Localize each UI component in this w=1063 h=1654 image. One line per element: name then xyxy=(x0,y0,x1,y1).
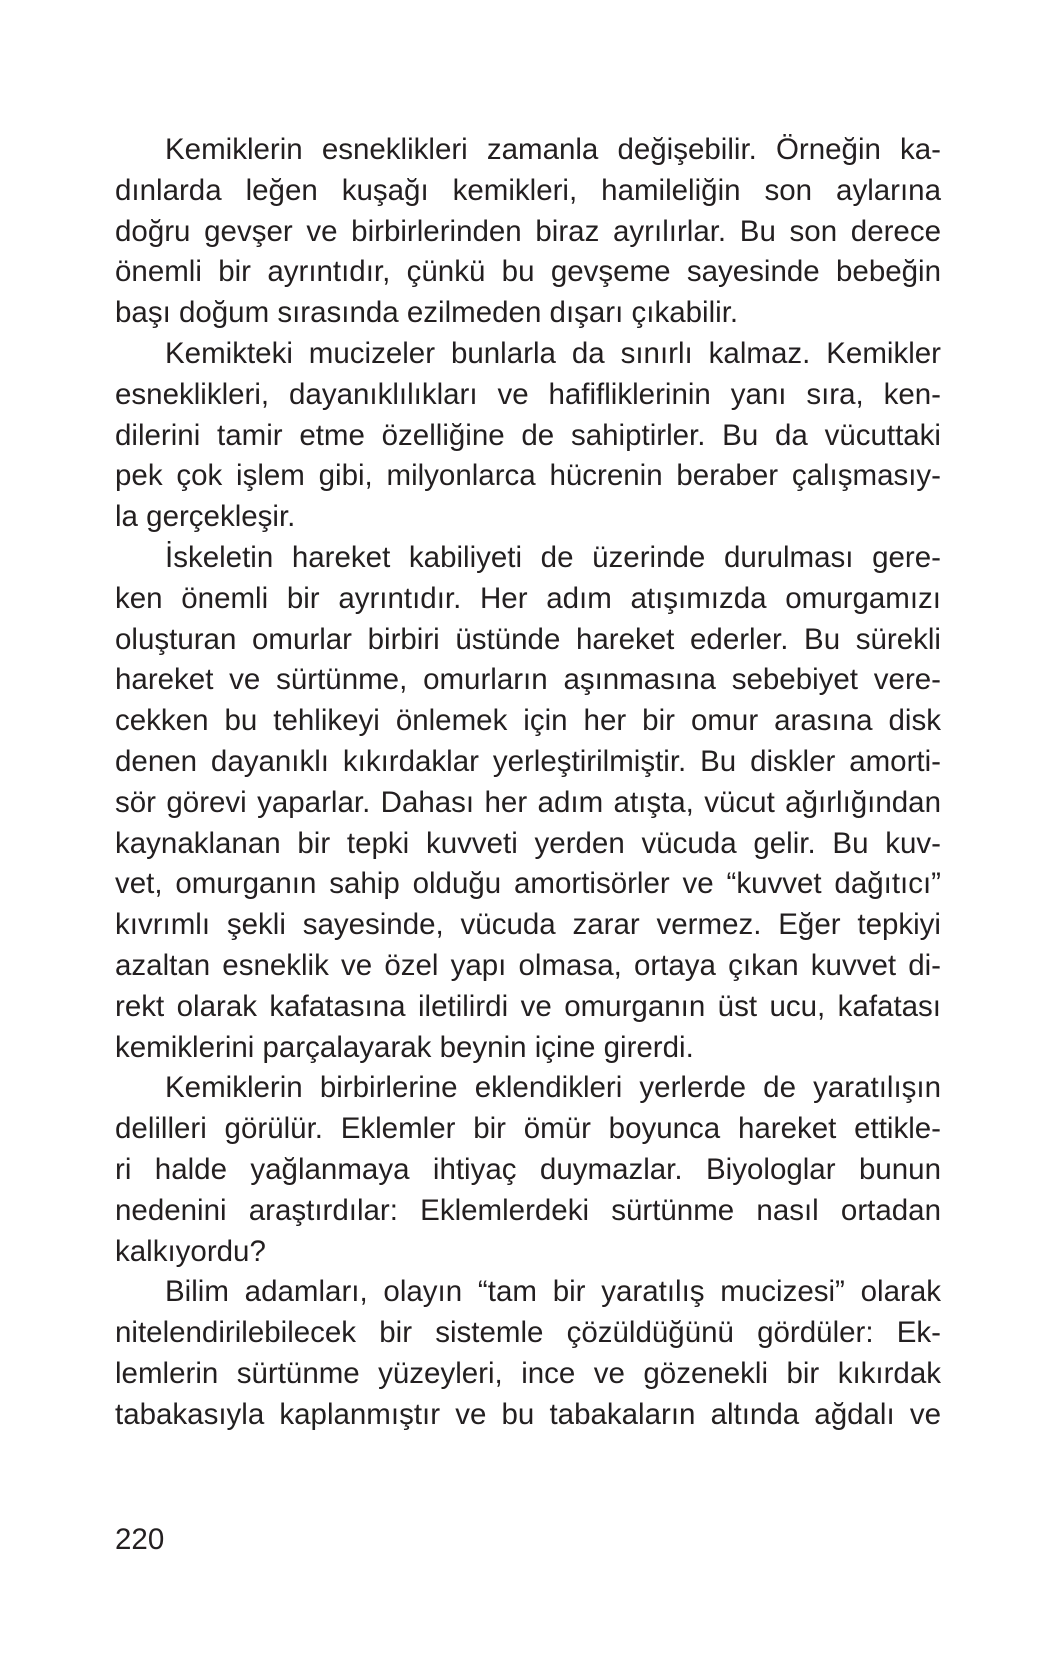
text-line: kalkıyordu? xyxy=(115,1234,266,1268)
text-line: vet, omurganın sahip olduğu amortisörler ve “kuvvet dağıtıcı” xyxy=(115,867,941,901)
text-line: nitelendirilebilecek bir sistemle çözüldüğünü gördüler: Ek- xyxy=(115,1316,941,1350)
text-line: kaynaklanan bir tepki kuvveti yerden vücuda gelir. Bu kuv- xyxy=(115,826,941,860)
text-line: önemli bir ayrıntıdır, çünkü bu gevşeme sayesinde bebeğin xyxy=(115,255,941,289)
paragraph xyxy=(115,130,941,334)
text-line: nedenini araştırdılar: Eklemlerdeki sürtünme nasıl ortadan xyxy=(115,1193,941,1227)
text-line: doğru gevşer ve birbirlerinden biraz ayrılırlar. Bu son derece xyxy=(115,214,941,248)
text-line: başı doğum sırasında ezilmeden dışarı çıkabilir. xyxy=(115,296,739,330)
text-line: İskeletin hareket kabiliyeti de üzerinde durulması gere- xyxy=(165,540,941,574)
text-line: sör görevi yaparlar. Dahası her adım atışta, vücut ağırlığından xyxy=(115,785,941,819)
text-line: ri halde yağlanmaya ihtiyaç duymazlar. Biyologlar bunun xyxy=(115,1152,941,1186)
text-line: kıvrımlı şekli sayesinde, vücuda zarar vermez. Eğer tepkiyi xyxy=(115,908,941,942)
text-line: azaltan esneklik ve özel yapı olmasa, ortaya çıkan kuvvet di- xyxy=(115,948,941,982)
paragraph xyxy=(115,1272,941,1435)
text-line: pek çok işlem gibi, milyonlarca hücrenin beraber çalışmasıy- xyxy=(115,459,941,493)
text-line: tabakasıyla kaplanmıştır ve bu tabakaların altında ağdalı ve xyxy=(115,1397,941,1431)
text-line: dilerini tamir etme özelliğine de sahiptirler. Bu da vücuttaki xyxy=(115,418,941,452)
text-line: la gerçekleşir. xyxy=(115,500,296,534)
text-line: kemiklerini parçalayarak beynin içine girerdi. xyxy=(115,1030,694,1064)
body-text xyxy=(115,130,941,1436)
paragraph xyxy=(115,334,941,538)
text-line: Kemiklerin esneklikleri zamanla değişebilir. Örneğin ka- xyxy=(165,133,941,166)
text-line: denen dayanıklı kıkırdaklar yerleştirilmiştir. Bu diskler amorti- xyxy=(115,744,941,778)
text-line: rekt olarak kafatasına iletilirdi ve omurganın üst ucu, kafatası xyxy=(115,989,941,1023)
text-line: cekken bu tehlikeyi önlemek için her bir omur arasına disk xyxy=(115,704,941,738)
text-line: dınlarda leğen kuşağı kemikleri, hamileliğin son aylarına xyxy=(115,173,941,207)
text-line: ken önemli bir ayrıntıdır. Her adım atışımızda omurgamızı xyxy=(115,581,941,615)
paragraph xyxy=(115,538,941,1068)
text-line: esneklikleri, dayanıklılıkları ve hafifliklerinin yanı sıra, ken- xyxy=(115,377,941,411)
text-line: Bilim adamları, olayın “tam bir yaratılış mucizesi” olarak xyxy=(165,1275,941,1309)
paragraph xyxy=(115,1068,941,1272)
text-line: lemlerin sürtünme yüzeyleri, ince ve gözenekli bir kıkırdak xyxy=(115,1356,941,1390)
text-line: hareket ve sürtünme, omurların aşınmasına sebebiyet vere- xyxy=(115,663,941,697)
text-line: oluşturan omurlar birbiri üstünde hareket ederler. Bu sürekli xyxy=(115,622,941,656)
page-number: 220 xyxy=(115,1523,165,1556)
text-line: Kemiklerin birbirlerine eklendikleri yerlerde de yaratılışın xyxy=(165,1071,941,1105)
text-line: delilleri görülür. Eklemler bir ömür boyunca hareket ettikle- xyxy=(115,1112,941,1146)
text-line: Kemikteki mucizeler bunlarla da sınırlı kalmaz. Kemikler xyxy=(165,336,941,370)
